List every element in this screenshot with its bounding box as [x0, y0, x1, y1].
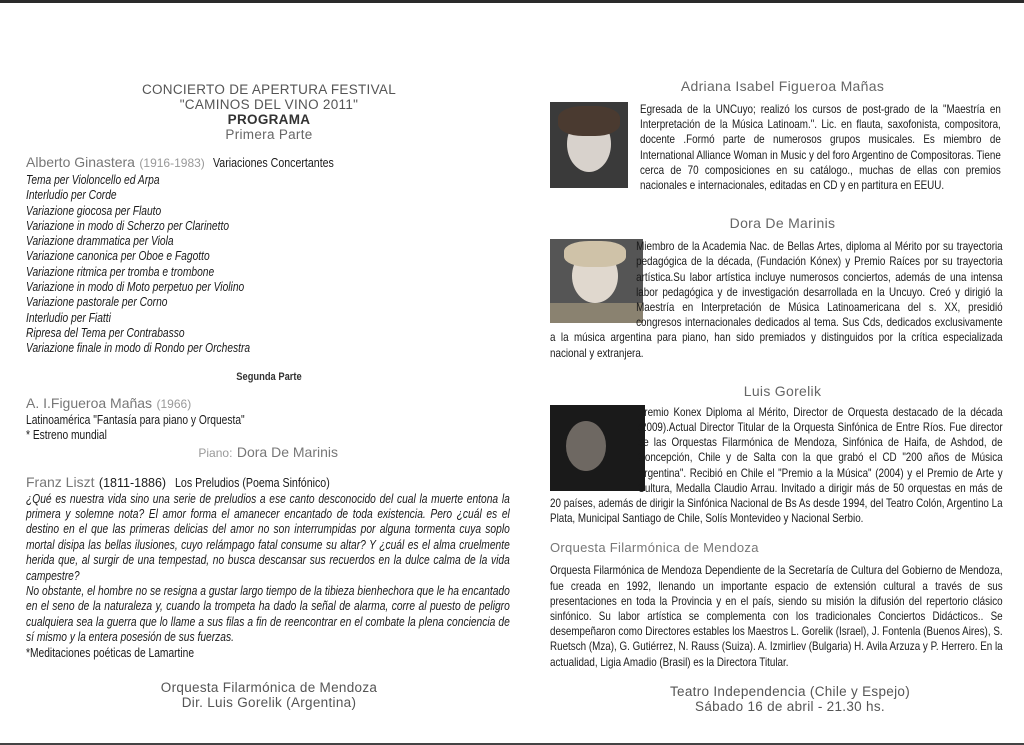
bio-title-adriana: Adriana Isabel Figueroa Mañas [680, 78, 885, 94]
movement-item: Variazione ritmica per tromba e trombone [26, 264, 215, 279]
lamartine-quote-2: No obstante, el hombre no se resigna a gustar largo tiempo de la tibieza bienhechora que le ha encantado en el seno de la naturaleza y, cuando la trompeta ha dado la señal de alarma, corre al puesto de peligro cualquiera sea la guerra que lo llame a sus filas a fin de reencontrar en el combate la plena conciencia de sí mismo y la entera posesión de sus fuerzas. [26, 584, 510, 645]
composer-liszt: Franz Liszt [26, 473, 95, 490]
header-primera-parte: Primera Parte [225, 127, 313, 142]
orchestra-name: Orquesta Filarmónica de Mendoza [160, 679, 378, 695]
piano-credit [26, 444, 338, 462]
piano-label: Piano: [198, 445, 233, 460]
bio-title-dora: Dora De Marinis [729, 215, 836, 232]
bio-luis [550, 405, 1005, 527]
bio-text-dora: Miembro de la Academia Nac. de Bellas Artes, diploma al Mérito por su trayectoria pedagógica de la década, (Fundación Kónex) y Premio Raíces por su trayectoria artística.Su labor artística incluye numerosos conciertos, además de una intensa labor pedagógica y de investigación desarrollada en la Uncuyo. Creó y dirigió la Maestría en Interpretación de Música Latinoamericana del s. XX, presidió congresos internacionales dedicados al tema. Sus Cds, dedicados exclusivamente a la música argentina para piano, han sido premiados y distinguidos por la crítica especializada nacional y extranjera. [550, 239, 1003, 360]
movement-item: Interludio per Corde [26, 188, 117, 203]
program-column [26, 82, 512, 710]
bio-title-luis: Luis Gorelik [743, 382, 822, 399]
bio-dora [550, 239, 1005, 361]
bio-title-orquesta: Orquesta Filarmónica de Mendoza [550, 540, 759, 556]
part1-heading [26, 154, 512, 172]
movement-item: Variazione canonica per Oboe e Fagotto [26, 249, 210, 264]
header-programa: PROGRAMA [227, 112, 311, 127]
figueroa-heading [26, 395, 512, 413]
movement-item: Tema per Violoncello ed Arpa [26, 173, 160, 187]
header-line-2: "CAMINOS DEL VINO 2011" [179, 97, 359, 112]
quote-source: *Meditaciones poéticas de Lamartine [26, 645, 195, 660]
movement-item: Variazione giocosa per Flauto [26, 203, 162, 218]
years-figueroa: (1966) [156, 396, 192, 411]
movement-item: Variazione finale in modo di Rondo per Orchestra [26, 341, 251, 356]
liszt-heading [26, 474, 512, 492]
movement-item: Variazione pastorale per Corno [26, 295, 168, 310]
movement-item: Variazione in modo di Scherzo per Clarinetto [26, 218, 230, 233]
movement-item: Ripresa del Tema per Contrabasso [26, 325, 185, 340]
premiere-note: * Estreno mundial [26, 427, 107, 442]
work-latinoamerica: Latinoamérica "Fantasía para piano y Orquesta" [26, 412, 245, 427]
event-datetime: Sábado 16 de abril - 21.30 hs. [695, 698, 885, 714]
conductor-credit: Dir. Luis Gorelik (Argentina) [181, 694, 357, 710]
years-liszt: (1811-1886) [98, 475, 167, 490]
movement-item: Variazione in modo di Moto perpetuo per Violino [26, 280, 245, 295]
venue-name: Teatro Independencia (Chile y Espejo) [670, 683, 910, 699]
years-ginastera: (1916-1983) [139, 156, 205, 170]
bio-text-adriana: Egresada de la UNCuyo; realizó los cursos de post-grado de la "Maestría en Interpretación de la Música Latinoam.". Lic. en flauta, saxofonista, compositora, docente .Formó parte de numerosos grupos musicales. Es miembro de International Alliance Woman in Music y del foro Argentino de Compositoras. Tiene cerca de 70 composiciones en su catálogo., muchas de ellas con premios nacionales e internacionales, editadas en CD y en partitura en EEUU. [640, 102, 1001, 193]
lamartine-quote-1: ¿Qué es nuestra vida sino una serie de preludios a ese canto desconocido del cual la muerte entona la primera y solemne nota? El amor forma el amanecer encantado de toda existencia. Pero ¿cuál es el destino en el que las primeras delicias del amor no son interrumpidas por alguna tormenta cuya soplo mortal disipa las bellas ilusiones, cuyo relámpago fatal consume su altar? Y ¿cuál es el alma cruelmente herida que, al surgir de una tempestad, no busca descansar sus recuerdos en la dulce calma de la vida campestre? [26, 491, 510, 583]
composer-figueroa: A. I.Figueroa Mañas [26, 394, 153, 411]
movement-item: Interludio per Fiatti [26, 310, 111, 325]
work-preludios: Los Preludios (Poema Sinfónico) [174, 475, 330, 490]
segunda-parte-title: Segunda Parte [236, 370, 302, 383]
top-border [0, 0, 1024, 3]
bios-column [550, 78, 1005, 714]
header-line-1: CONCIERTO DE APERTURA FESTIVAL [141, 82, 397, 97]
program-header [26, 82, 512, 142]
composer-ginastera: Alberto Ginastera [26, 154, 135, 170]
bio-text-luis: Premio Konex Diploma al Mérito, Director de Orquesta destacado de la década (2009).Actual Director Titular de la Orquesta Sinfónica de Entre Ríos. Fue director de las Orquestas Filarmónica de Mendoza, Sinfónica de Haifa, de Ashdod, de Concepción, Chile y de Salta con la que grabó el CD "200 años de Música Argentina". Recibió en Chile el "Premio a la Música" (2004) y el Premio de Arte y Cultura, Medalla Claudio Arrau. Invitado a dirigir más de 50 orquestas en más de 20 países, además de dirigir la Sinfónica Nacional de Bs As desde 1994, del Teatro Colón, Argentino La Plata, Municipal Santiago de Chile, Solís Montevideo y Nacional Serbio. [550, 404, 1003, 526]
movement-item: Variazione drammatica per Viola [26, 234, 174, 249]
pianist-name: Dora De Marinis [236, 443, 338, 460]
bio-adriana [550, 102, 1005, 193]
work-variaciones: Variaciones Concertantes [213, 156, 335, 170]
left-footer [26, 680, 512, 710]
movement-list [26, 173, 512, 357]
photo-adriana [550, 102, 628, 188]
right-footer [640, 684, 940, 714]
bio-text-orquesta: Orquesta Filarmónica de Mendoza Dependiente de la Secretaría de Cultura del Gobierno de Mendoza, fue creada en 1992, llenando un importante espacio de extensión cultural a través de sus presentaciones en toda la Provincia y en el país, siendo su misión la difusión del repertorio clásico sinfónico. Su labor artística se complementa con los tradicionales Conciertos Didácticos.. Se desempeñaron como Directores estables los Maestros L. Gorelik (Israel), J. Fontenla (Buenos Aires), S. Ruetsch (Mza), G. Gutiérrez, N. Rauss (Suiza). A. Izmirliev (Bulgaria) H. Avila Arzuza y P. Herrero. En la actualidad, Ligia Amadio (Brasil) es la Directora Titular. [550, 563, 1003, 669]
